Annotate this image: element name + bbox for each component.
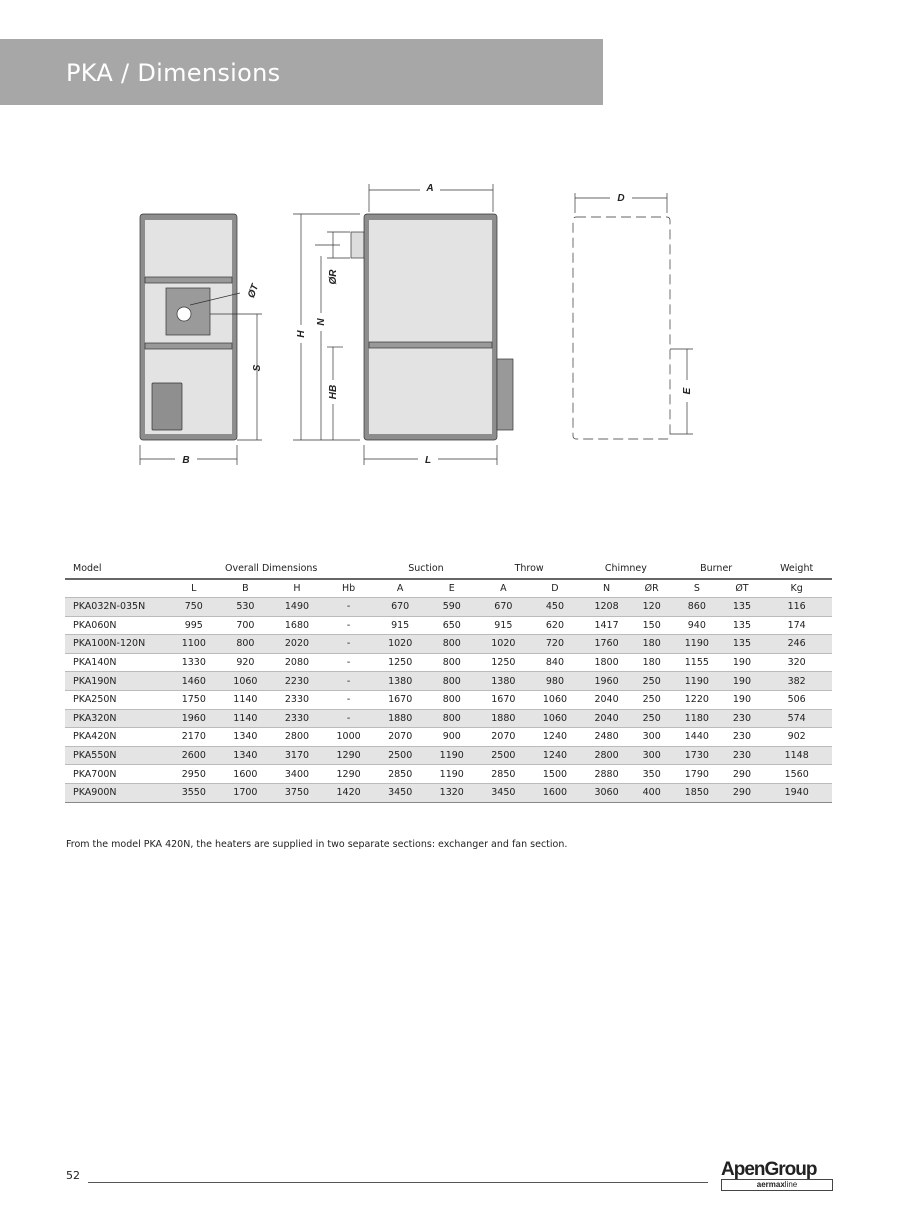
value-cell: 1140 bbox=[233, 712, 258, 724]
value-cell: 1020 bbox=[491, 638, 516, 650]
value-cell: 1320 bbox=[439, 787, 464, 799]
value-cell: 2800 bbox=[594, 750, 619, 762]
footer-rule bbox=[88, 1182, 708, 1183]
flue-stub bbox=[351, 232, 364, 258]
value-cell: 1670 bbox=[388, 694, 413, 706]
value-cell: 1060 bbox=[542, 712, 568, 724]
group-header-row bbox=[65, 558, 832, 579]
value-cell: 1500 bbox=[542, 768, 568, 780]
value-cell: 190 bbox=[732, 675, 752, 687]
value-cell: 670 bbox=[494, 601, 513, 613]
value-cell: 1240 bbox=[542, 750, 568, 762]
model-cell: PKA190N bbox=[73, 675, 117, 687]
value-cell: 1208 bbox=[594, 601, 619, 613]
value-cell: 250 bbox=[642, 712, 661, 724]
group-overall: Overall Dimensions bbox=[168, 558, 374, 579]
value-cell: 2800 bbox=[284, 731, 310, 743]
value-cell: 800 bbox=[442, 657, 461, 669]
dim-label-r: ØR bbox=[328, 269, 339, 285]
value-cell: 3450 bbox=[491, 787, 516, 799]
value-cell: 940 bbox=[687, 619, 706, 631]
value-cell: 3450 bbox=[388, 787, 413, 799]
column-header: A bbox=[396, 583, 404, 594]
value-cell: 1190 bbox=[439, 768, 464, 780]
dim-label-a: A bbox=[426, 183, 434, 194]
value-cell: 230 bbox=[732, 712, 752, 724]
value-cell: - bbox=[346, 638, 351, 650]
dim-label-b: B bbox=[182, 455, 190, 466]
value-cell: 246 bbox=[787, 638, 806, 650]
table-row bbox=[65, 746, 832, 765]
model-cell: PKA060N bbox=[73, 619, 117, 631]
value-cell: 530 bbox=[236, 601, 255, 613]
column-header: D bbox=[551, 583, 559, 594]
value-cell: - bbox=[346, 675, 351, 687]
value-cell: 1240 bbox=[542, 731, 568, 743]
value-cell: 3170 bbox=[284, 750, 310, 762]
value-cell: 230 bbox=[732, 731, 752, 743]
value-cell: 1960 bbox=[594, 675, 619, 687]
column-header: A bbox=[500, 583, 507, 594]
value-cell: 1680 bbox=[284, 619, 310, 631]
control-box bbox=[152, 383, 182, 430]
column-header: ØR bbox=[644, 583, 659, 594]
value-cell: 860 bbox=[687, 601, 706, 613]
value-cell: 1250 bbox=[388, 657, 413, 669]
value-cell: 1750 bbox=[181, 694, 206, 706]
column-header: Hb bbox=[341, 583, 356, 594]
dim-label-hb: HB bbox=[328, 384, 339, 400]
value-cell: 574 bbox=[787, 712, 806, 724]
value-cell: 700 bbox=[236, 619, 255, 631]
value-cell: 300 bbox=[642, 731, 661, 743]
dim-label-n: N bbox=[316, 318, 327, 326]
value-cell: 1180 bbox=[684, 712, 709, 724]
burner-housing bbox=[497, 359, 513, 430]
value-cell: 1417 bbox=[594, 619, 619, 631]
value-cell: 1800 bbox=[594, 657, 619, 669]
value-cell: 800 bbox=[236, 638, 255, 650]
group-model: Model bbox=[65, 558, 168, 579]
value-cell: 230 bbox=[732, 750, 752, 762]
value-cell: 2600 bbox=[181, 750, 206, 762]
value-cell: 650 bbox=[442, 619, 461, 631]
value-cell: 750 bbox=[184, 601, 203, 613]
table-row bbox=[65, 765, 832, 784]
value-cell: 1340 bbox=[233, 750, 258, 762]
model-cell: PKA550N bbox=[73, 750, 117, 762]
value-cell: 120 bbox=[642, 601, 661, 613]
dimensions-table bbox=[65, 558, 832, 803]
value-cell: 400 bbox=[642, 787, 661, 799]
value-cell: 135 bbox=[732, 638, 752, 650]
value-cell: 1060 bbox=[233, 675, 258, 687]
value-cell: 1380 bbox=[388, 675, 413, 687]
footprint-outline bbox=[573, 217, 670, 439]
group-chimney: Chimney bbox=[581, 558, 671, 579]
value-cell: 1100 bbox=[181, 638, 206, 650]
table-row bbox=[65, 690, 832, 709]
value-cell: 1330 bbox=[181, 657, 206, 669]
footnote: From the model PKA 420N, the heaters are supplied in two separate sections: exchanger and fan section. bbox=[66, 839, 568, 850]
table-body bbox=[65, 598, 832, 803]
page-number: 52 bbox=[66, 1169, 80, 1182]
value-cell: 800 bbox=[442, 638, 461, 650]
value-cell: 116 bbox=[787, 601, 806, 613]
model-cell: PKA250N bbox=[73, 694, 117, 706]
value-cell: 902 bbox=[787, 731, 806, 743]
value-cell: 1148 bbox=[784, 750, 809, 762]
dimension-drawing bbox=[0, 0, 919, 520]
model-cell: PKA320N bbox=[73, 712, 117, 724]
value-cell: 190 bbox=[732, 694, 752, 706]
value-cell: 450 bbox=[545, 601, 565, 613]
value-cell: 190 bbox=[732, 657, 752, 669]
value-cell: 1250 bbox=[491, 657, 516, 669]
value-cell: 2230 bbox=[284, 675, 310, 687]
group-throw: Throw bbox=[478, 558, 581, 579]
table-row bbox=[65, 616, 832, 635]
value-cell: 300 bbox=[642, 750, 661, 762]
value-cell: 720 bbox=[545, 638, 565, 650]
value-cell: 1850 bbox=[684, 787, 709, 799]
value-cell: 2330 bbox=[284, 694, 310, 706]
value-cell: 3400 bbox=[284, 768, 310, 780]
value-cell: 250 bbox=[642, 694, 661, 706]
table-row bbox=[65, 783, 832, 802]
group-suction: Suction bbox=[374, 558, 477, 579]
value-cell: 2080 bbox=[284, 657, 310, 669]
model-cell: PKA100N-120N bbox=[73, 638, 146, 650]
value-cell: 1060 bbox=[542, 694, 568, 706]
value-cell: 1290 bbox=[336, 750, 361, 762]
value-cell: 1190 bbox=[684, 638, 709, 650]
value-cell: 980 bbox=[545, 675, 565, 687]
value-cell: 800 bbox=[442, 694, 461, 706]
value-cell: 290 bbox=[732, 768, 752, 780]
value-cell: 1960 bbox=[181, 712, 206, 724]
table-row bbox=[65, 635, 832, 654]
apengroup-logo bbox=[721, 1161, 833, 1191]
value-cell: 590 bbox=[442, 601, 461, 613]
value-cell: 800 bbox=[442, 712, 461, 724]
value-cell: 2330 bbox=[284, 712, 310, 724]
value-cell: 2020 bbox=[284, 638, 310, 650]
column-header: N bbox=[602, 583, 611, 594]
model-cell: PKA140N bbox=[73, 657, 117, 669]
value-cell: 2500 bbox=[388, 750, 413, 762]
model-cell: PKA900N bbox=[73, 787, 117, 799]
value-cell: 1490 bbox=[284, 601, 310, 613]
value-cell: 135 bbox=[732, 619, 752, 631]
value-cell: - bbox=[346, 601, 351, 613]
value-cell: 1560 bbox=[784, 768, 809, 780]
value-cell: 670 bbox=[391, 601, 410, 613]
logo-main: ApenGroup bbox=[721, 1159, 817, 1180]
value-cell: 1880 bbox=[491, 712, 516, 724]
value-cell: 1020 bbox=[388, 638, 413, 650]
value-cell: 2480 bbox=[594, 731, 619, 743]
value-cell: 1190 bbox=[684, 675, 709, 687]
page-title: PKA / Dimensions bbox=[66, 59, 281, 87]
value-cell: 840 bbox=[545, 657, 565, 669]
dim-label-e: E bbox=[682, 387, 693, 395]
logo-sub-text: line bbox=[784, 1180, 798, 1189]
value-cell: - bbox=[346, 619, 351, 631]
burner-opening bbox=[177, 307, 191, 321]
column-header: L bbox=[191, 583, 197, 594]
value-cell: 1700 bbox=[233, 787, 258, 799]
value-cell: 1220 bbox=[684, 694, 709, 706]
column-header: S bbox=[693, 583, 700, 594]
logo-sub bbox=[721, 1179, 833, 1191]
column-header bbox=[65, 579, 168, 598]
value-cell: 2170 bbox=[181, 731, 206, 743]
value-cell: 1440 bbox=[684, 731, 709, 743]
value-cell: 3750 bbox=[284, 787, 310, 799]
value-cell: 1940 bbox=[784, 787, 809, 799]
value-cell: 915 bbox=[494, 619, 513, 631]
value-cell: 1340 bbox=[233, 731, 258, 743]
column-header: ØT bbox=[735, 583, 749, 594]
value-cell: 900 bbox=[442, 731, 461, 743]
value-cell: 174 bbox=[787, 619, 806, 631]
model-cell: PKA032N-035N bbox=[73, 601, 146, 613]
dim-label-s: S bbox=[252, 364, 263, 372]
value-cell: 506 bbox=[787, 694, 806, 706]
model-cell: PKA420N bbox=[73, 731, 117, 743]
value-cell: 1190 bbox=[439, 750, 464, 762]
value-cell: 1600 bbox=[542, 787, 568, 799]
dim-label-h: H bbox=[296, 330, 307, 338]
table-row bbox=[65, 598, 832, 617]
value-cell: 150 bbox=[642, 619, 661, 631]
column-header: Kg bbox=[790, 583, 803, 594]
value-cell: - bbox=[346, 657, 351, 669]
value-cell: - bbox=[346, 694, 351, 706]
value-cell: 1380 bbox=[491, 675, 516, 687]
model-cell: PKA700N bbox=[73, 768, 117, 780]
value-cell: 2850 bbox=[388, 768, 413, 780]
dim-label-d: D bbox=[617, 193, 625, 204]
value-cell: 1000 bbox=[336, 731, 361, 743]
value-cell: 2040 bbox=[594, 694, 619, 706]
dim-label-l: L bbox=[424, 455, 432, 466]
value-cell: 1760 bbox=[594, 638, 619, 650]
value-cell: 1290 bbox=[336, 768, 361, 780]
value-cell: 1460 bbox=[181, 675, 206, 687]
value-cell: 1880 bbox=[388, 712, 413, 724]
logo-sub-bold: aermax bbox=[756, 1180, 785, 1189]
value-cell: 350 bbox=[642, 768, 661, 780]
group-burner: Burner bbox=[671, 558, 761, 579]
table-row bbox=[65, 672, 832, 691]
value-cell: 2850 bbox=[491, 768, 516, 780]
value-cell: 250 bbox=[642, 675, 661, 687]
value-cell: 1155 bbox=[684, 657, 709, 669]
column-header: H bbox=[293, 583, 301, 594]
value-cell: 3060 bbox=[594, 787, 619, 799]
group-weight: Weight bbox=[761, 558, 832, 579]
value-cell: 620 bbox=[545, 619, 565, 631]
value-cell: 800 bbox=[442, 675, 461, 687]
value-cell: 1420 bbox=[336, 787, 361, 799]
value-cell: - bbox=[346, 712, 351, 724]
value-cell: 1790 bbox=[684, 768, 709, 780]
value-cell: 2070 bbox=[388, 731, 413, 743]
table-row bbox=[65, 728, 832, 747]
column-header: B bbox=[242, 583, 249, 594]
value-cell: 915 bbox=[391, 619, 410, 631]
table-row bbox=[65, 709, 832, 728]
sub-header-row bbox=[65, 579, 832, 598]
value-cell: 180 bbox=[642, 638, 661, 650]
value-cell: 290 bbox=[732, 787, 752, 799]
value-cell: 320 bbox=[787, 657, 806, 669]
dim-label-t: ØT bbox=[246, 282, 262, 300]
value-cell: 1670 bbox=[491, 694, 516, 706]
value-cell: 1730 bbox=[684, 750, 709, 762]
value-cell: 2950 bbox=[181, 768, 206, 780]
value-cell: 135 bbox=[732, 601, 752, 613]
value-cell: 2040 bbox=[594, 712, 619, 724]
value-cell: 2500 bbox=[491, 750, 516, 762]
value-cell: 180 bbox=[642, 657, 661, 669]
value-cell: 1140 bbox=[233, 694, 258, 706]
value-cell: 2880 bbox=[594, 768, 619, 780]
value-cell: 1600 bbox=[233, 768, 258, 780]
value-cell: 382 bbox=[787, 675, 806, 687]
value-cell: 3550 bbox=[181, 787, 206, 799]
value-cell: 995 bbox=[184, 619, 203, 631]
value-cell: 920 bbox=[236, 657, 255, 669]
value-cell: 2070 bbox=[491, 731, 516, 743]
column-header: E bbox=[448, 583, 455, 594]
table-row bbox=[65, 653, 832, 672]
